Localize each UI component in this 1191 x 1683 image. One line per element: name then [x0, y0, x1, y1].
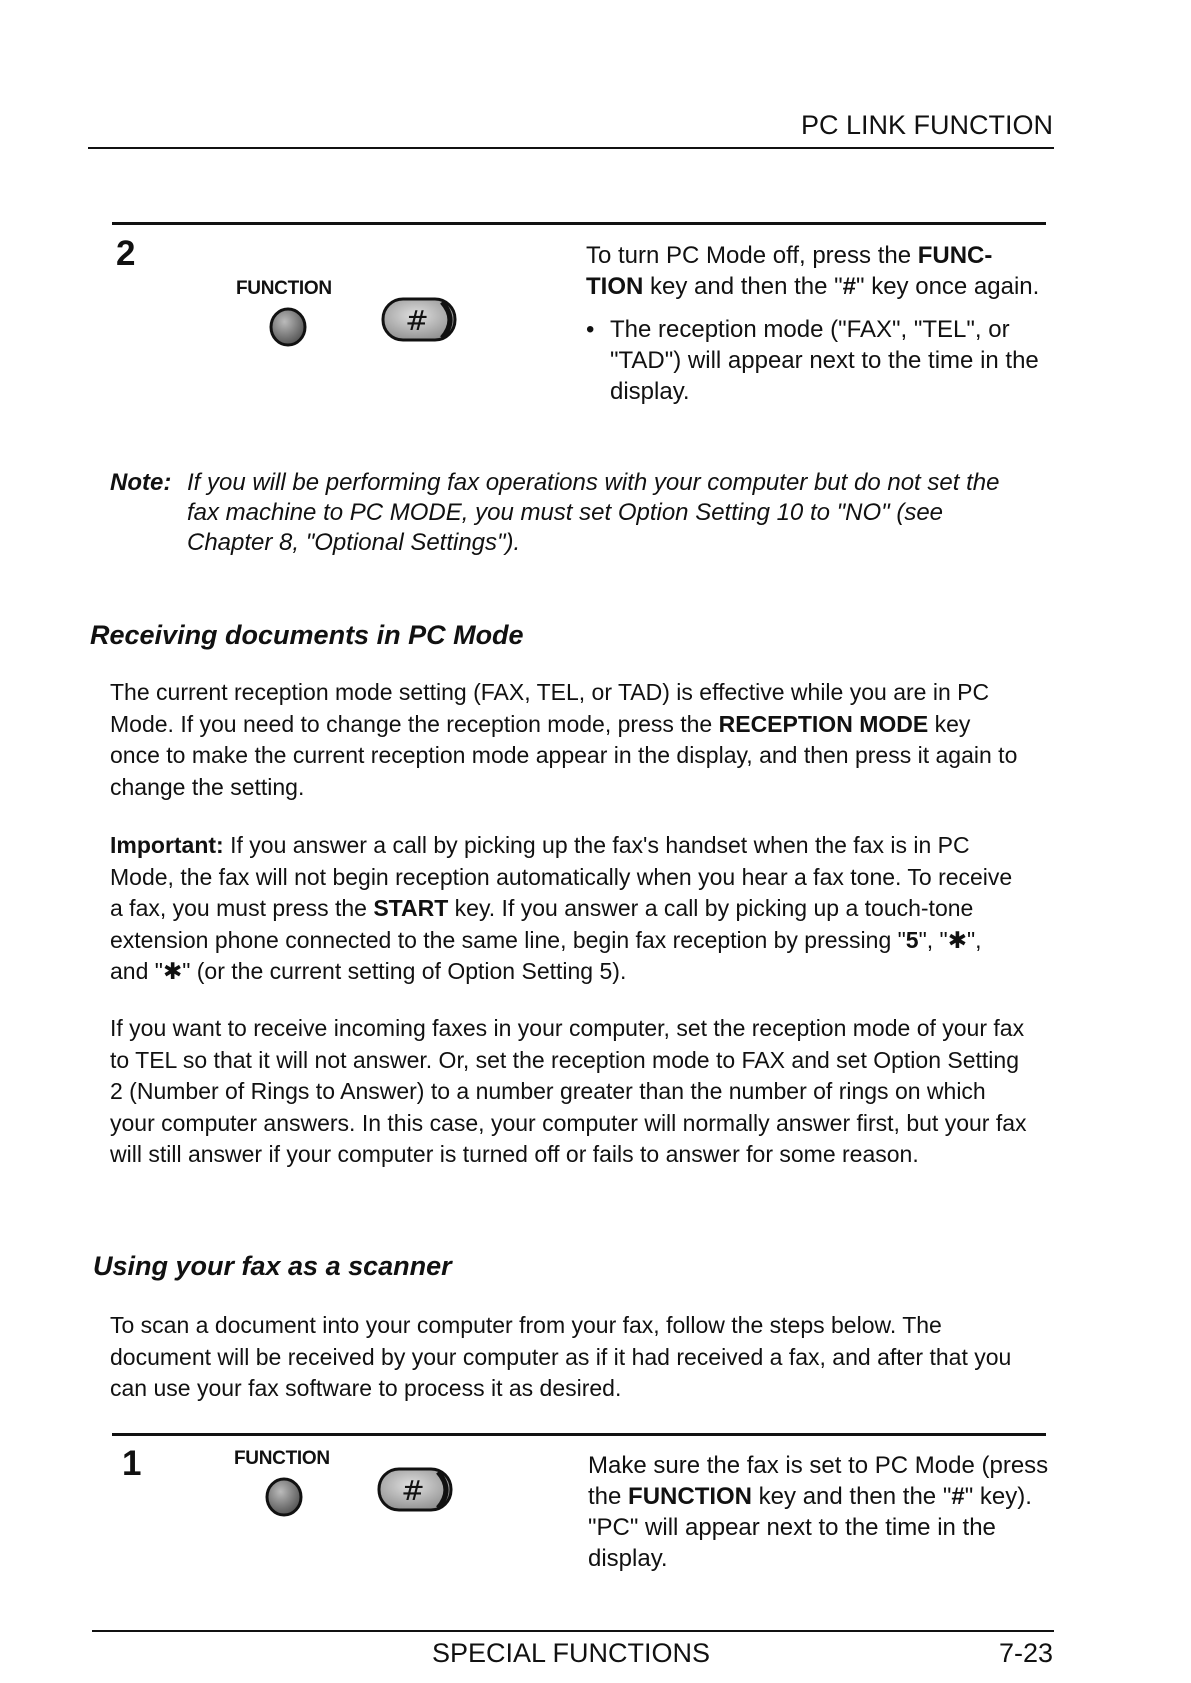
note-text: If you will be performing fax operations with your computer but do not set the fax machine to PC MODE, you must set Option Setting 10 to "NO" (see Chapter 8, "Optional Settings"). — [187, 469, 1000, 556]
header-rule — [88, 147, 1054, 149]
page-number: 7-23 — [998, 1638, 1053, 1668]
important-label: Important: — [110, 832, 224, 858]
step2-bullet: • The reception mode ("FAX", "TEL", or "TAD") will appear next to the time in the display. — [586, 316, 1039, 405]
function-key-icon — [264, 1476, 304, 1518]
important-paragraph: Important: If you answer a call by picking up the fax's handset when the fax is in PC Mode, the fax will not begin reception automatically when you hear a fax tone. To receive a fax, you must press the START key. If you answer a call by picking up a touch-tone extension phone connected to the same line, begin fax reception by pressing "5", "✱", and "✱" (or the current setting of Option Setting 5). — [110, 832, 1013, 984]
section-title-receiving: Receiving documents in PC Mode — [90, 620, 524, 650]
function-key-icon — [268, 306, 308, 348]
function-key-label: FUNCTION — [236, 278, 332, 299]
scanner-paragraph: To scan a document into your computer from your fax, follow the steps below. The document will be received by your computer as if it had received a fax, and after that you can use your fax software to process it as desired. — [110, 1312, 1012, 1401]
note-label: Note: — [110, 469, 172, 496]
hash-key-icon — [380, 296, 460, 344]
function-key-label: FUNCTION — [234, 1448, 330, 1469]
receiving-paragraph-3: If you want to receive incoming faxes in your computer, set the reception mode of your fax to TEL so that it will not answer. Or, set the reception mode to FAX and set Option Setting 2 (Number of Rings to Answer) to a number greater than the number of rings on which your computer answers. In this case, your computer will normally answer first, but your fax will still answer if your computer is turned off or fails to answer for some reason. — [110, 1015, 1027, 1167]
step1-number: 1 — [122, 1444, 142, 1483]
footer-rule — [92, 1630, 1054, 1632]
step2-rule — [112, 222, 1046, 225]
step1-instruction: Make sure the fax is set to PC Mode (press the FUNCTION key and then the "#" key). "PC" will appear next to the time in the display. — [588, 1452, 1049, 1572]
page-header-title: PC LINK FUNCTION — [800, 110, 1053, 140]
svg-text:#: # — [405, 304, 429, 337]
step1-rule — [112, 1433, 1046, 1436]
step2-number: 2 — [116, 234, 136, 273]
svg-text:#: # — [401, 1474, 425, 1507]
footer-section-title: SPECIAL FUNCTIONS — [432, 1638, 711, 1668]
section-title-scanner: Using your fax as a scanner — [93, 1251, 452, 1281]
step2-instruction: To turn PC Mode off, press the FUNC- TION key and then the "#" key once again. • The reception mode ("FAX", "TEL", or "TAD") will appear next to the time in the display. — [586, 240, 1056, 407]
hash-key-icon — [376, 1466, 456, 1514]
receiving-paragraph-1: The current reception mode setting (FAX, TEL, or TAD) is effective while you are in PC Mode. If you need to change the reception mode, press the RECEPTION MODE key once to make the current reception mode appear in the display, and then press it again to change the setting. — [110, 679, 1018, 800]
note-block — [110, 468, 1030, 558]
